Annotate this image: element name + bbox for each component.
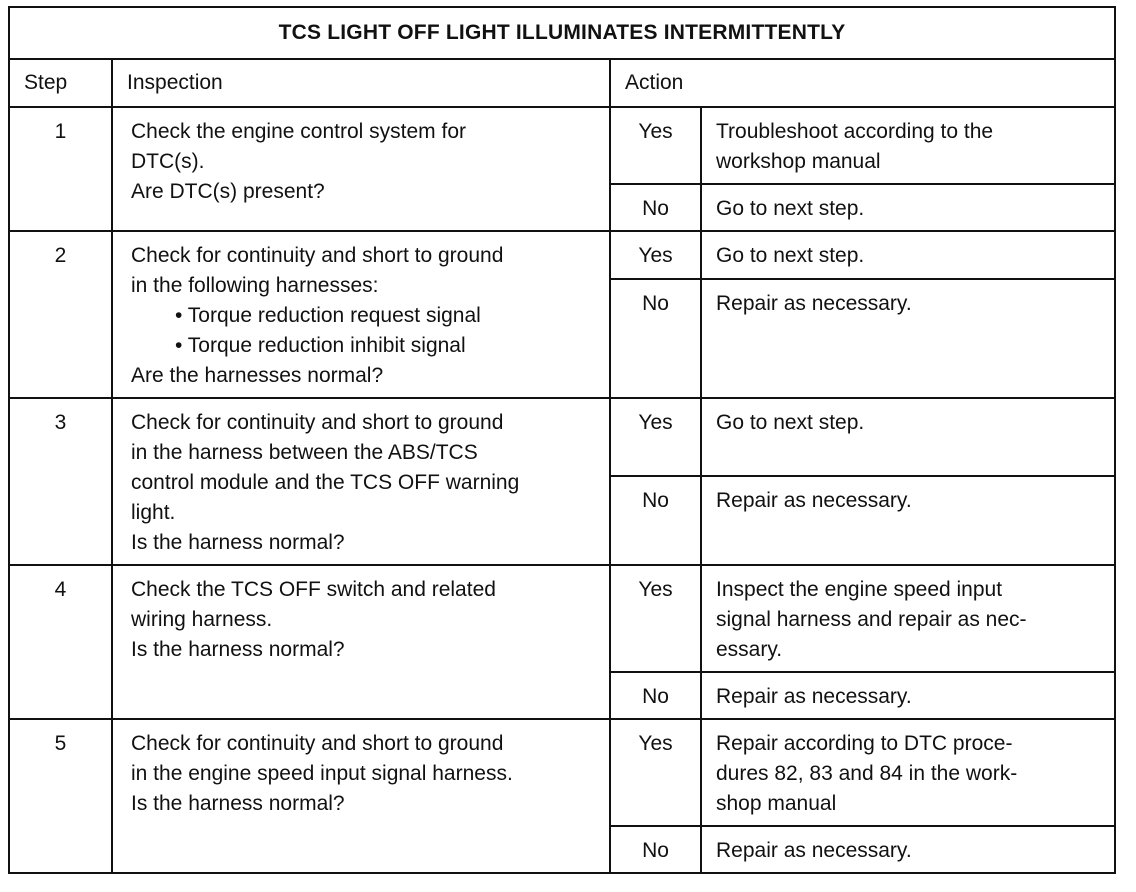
table-row (9, 398, 1115, 476)
action-line: Go to next step. (716, 197, 865, 220)
answer-no: No (610, 476, 701, 565)
answer-yes: Yes (610, 565, 701, 672)
action-no (701, 826, 1115, 873)
inspection-line: Check the engine control system for (131, 120, 466, 143)
inspection-line: in the engine speed input signal harness. (131, 762, 513, 785)
inspection-line: Is the harness normal? (131, 531, 345, 554)
bullet-item: • Torque reduction request signal (175, 304, 481, 327)
table-title: TCS LIGHT OFF LIGHT ILLUMINATES INTERMITTENTLY (9, 7, 1115, 59)
action-yes (701, 565, 1115, 672)
inspection-line: Is the harness normal? (131, 792, 345, 815)
action-line: dures 82, 83 and 84 in the work- (716, 762, 1018, 785)
inspection-line: Check for continuity and short to ground (131, 411, 504, 434)
step-number: 2 (9, 231, 112, 398)
answer-no: No (610, 826, 701, 873)
action-yes (701, 719, 1115, 826)
action-line: Inspect the engine speed input (716, 578, 1003, 601)
action-line: Repair as necessary. (716, 488, 912, 512)
action-no (701, 279, 1115, 398)
action-no (701, 184, 1115, 231)
inspection-line: in the following harnesses: (131, 274, 379, 297)
action-line: Go to next step. (716, 244, 865, 267)
inspection-line: control module and the TCS OFF warning (131, 471, 520, 494)
action-line: Repair according to DTC proce- (716, 732, 1013, 755)
step-number: 4 (9, 565, 112, 719)
action-line: Troubleshoot according to the (716, 120, 994, 143)
inspection-line: Are DTC(s) present? (131, 180, 325, 203)
table-row (9, 107, 1115, 184)
inspection-line: Is the harness normal? (131, 638, 345, 661)
step-number: 5 (9, 719, 112, 873)
procedure-table-container (8, 6, 1116, 874)
header-inspection: Inspection (112, 59, 610, 107)
inspection-line: Check for continuity and short to ground (131, 244, 504, 267)
table-row (9, 231, 1115, 279)
inspection-line: DTC(s). (131, 150, 205, 173)
action-line: signal harness and repair as nec- (716, 608, 1027, 631)
inspection-cell (112, 107, 610, 231)
step-number: 3 (9, 398, 112, 565)
answer-yes: Yes (610, 719, 701, 826)
answer-yes: Yes (610, 398, 701, 476)
answer-no: No (610, 672, 701, 719)
header-row (9, 59, 1115, 107)
action-line: shop manual (716, 792, 837, 815)
action-line: workshop manual (716, 150, 881, 173)
action-yes (701, 231, 1115, 279)
action-line: Repair as necessary. (716, 685, 912, 708)
action-no (701, 476, 1115, 565)
answer-yes: Yes (610, 231, 701, 279)
action-no (701, 672, 1115, 719)
inspection-cell (112, 231, 610, 398)
inspection-line: Are the harnesses normal? (131, 364, 384, 387)
table-row (9, 565, 1115, 672)
answer-no: No (610, 184, 701, 231)
bullet-item: • Torque reduction inhibit signal (175, 334, 466, 357)
header-step: Step (9, 59, 112, 107)
action-yes (701, 107, 1115, 184)
inspection-line: light. (131, 501, 176, 524)
answer-yes: Yes (610, 107, 701, 184)
inspection-cell (112, 719, 610, 873)
table-row (9, 719, 1115, 826)
action-line: Repair as necessary. (716, 292, 912, 316)
step-number: 1 (9, 107, 112, 231)
inspection-line: in the harness between the ABS/TCS (131, 441, 478, 464)
title-row (9, 7, 1115, 59)
inspection-line: wiring harness. (131, 608, 273, 631)
troubleshooting-table (8, 6, 1116, 874)
action-line: Repair as necessary. (716, 839, 912, 862)
answer-no: No (610, 279, 701, 398)
inspection-cell (112, 398, 610, 565)
action-yes (701, 398, 1115, 476)
action-line: Go to next step. (716, 411, 865, 434)
action-line: essary. (716, 638, 783, 661)
inspection-cell (112, 565, 610, 719)
inspection-line: Check for continuity and short to ground (131, 732, 504, 755)
header-action: Action (610, 59, 1115, 107)
inspection-line: Check the TCS OFF switch and related (131, 578, 496, 601)
